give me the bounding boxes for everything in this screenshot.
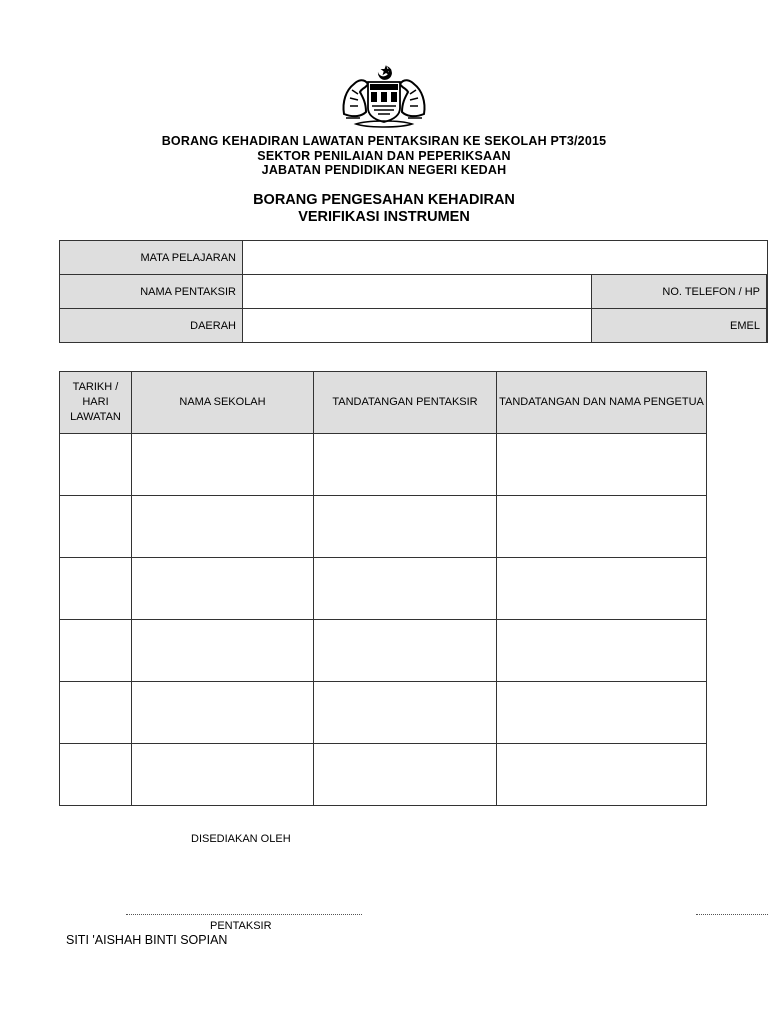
assessor-role-label: PENTAKSIR [210, 920, 272, 932]
assessor-name-label: NAMA PENTAKSIR [59, 274, 243, 309]
school-name-cell[interactable] [132, 620, 314, 682]
subject-label: MATA PELAJARAN [59, 240, 243, 275]
school-name-cell[interactable] [132, 434, 314, 496]
assessor-signature-cell[interactable] [314, 434, 497, 496]
table-row [60, 496, 707, 558]
date-cell[interactable] [60, 620, 132, 682]
principal-signature-cell[interactable] [497, 558, 707, 620]
principal-signature-cell[interactable] [497, 682, 707, 744]
assessor-name-text: SITI 'AISHAH BINTI SOPIAN [66, 933, 228, 947]
signature-line-assessor[interactable] [126, 906, 362, 915]
assessor-signature-cell[interactable] [314, 496, 497, 558]
assessor-signature-cell[interactable] [314, 744, 497, 806]
coat-of-arms-emblem [338, 62, 430, 132]
table-row [60, 744, 707, 806]
principal-signature-cell[interactable] [497, 744, 707, 806]
date-cell[interactable] [60, 434, 132, 496]
phone-label: NO. TELEFON / HP [591, 274, 767, 309]
form-header [0, 134, 768, 178]
column-header-assessor-signature: TANDATANGAN PENTAKSIR [314, 372, 497, 434]
assessor-signature-cell[interactable] [314, 682, 497, 744]
table-row [60, 682, 707, 744]
assessor-info-form [59, 240, 768, 343]
date-cell[interactable] [60, 682, 132, 744]
table-row [60, 620, 707, 682]
school-name-cell[interactable] [132, 744, 314, 806]
signature-line-second[interactable] [696, 906, 768, 915]
principal-signature-cell[interactable] [497, 620, 707, 682]
school-name-cell[interactable] [132, 682, 314, 744]
header-line-1: BORANG KEHADIRAN LAWATAN PENTAKSIRAN KE SEKOLAH PT3/2015 [161, 134, 607, 148]
form-title [0, 192, 768, 225]
district-field[interactable] [242, 308, 592, 343]
header-line-3: JABATAN PENDIDIKAN NEGERI KEDAH [261, 163, 507, 177]
assessor-signature-cell[interactable] [314, 558, 497, 620]
table-row [60, 558, 707, 620]
table-row [60, 434, 707, 496]
school-name-cell[interactable] [132, 496, 314, 558]
date-cell[interactable] [60, 558, 132, 620]
assessor-name-field[interactable] [242, 274, 592, 309]
title-line-2: VERIFIKASI INSTRUMEN [298, 208, 470, 225]
column-header-school-name: NAMA SEKOLAH [132, 372, 314, 434]
assessor-signature-cell[interactable] [314, 620, 497, 682]
table-header-row [60, 372, 707, 434]
column-header-date: TARIKH / HARI LAWATAN [60, 372, 132, 434]
date-cell[interactable] [60, 744, 132, 806]
prepared-by-label: DISEDIAKAN OLEH [191, 833, 291, 845]
email-label: EMEL [591, 308, 767, 343]
date-cell[interactable] [60, 496, 132, 558]
title-line-1: BORANG PENGESAHAN KEHADIRAN [253, 192, 515, 208]
principal-signature-cell[interactable] [497, 496, 707, 558]
subject-field[interactable] [242, 240, 768, 275]
column-header-principal-signature: TANDATANGAN DAN NAMA PENGETUA [497, 372, 707, 434]
school-name-cell[interactable] [132, 558, 314, 620]
visit-record-table [59, 371, 707, 806]
district-label: DAERAH [59, 308, 243, 343]
principal-signature-cell[interactable] [497, 434, 707, 496]
header-line-2: SEKTOR PENILAIAN DAN PEPERIKSAAN [257, 148, 511, 163]
